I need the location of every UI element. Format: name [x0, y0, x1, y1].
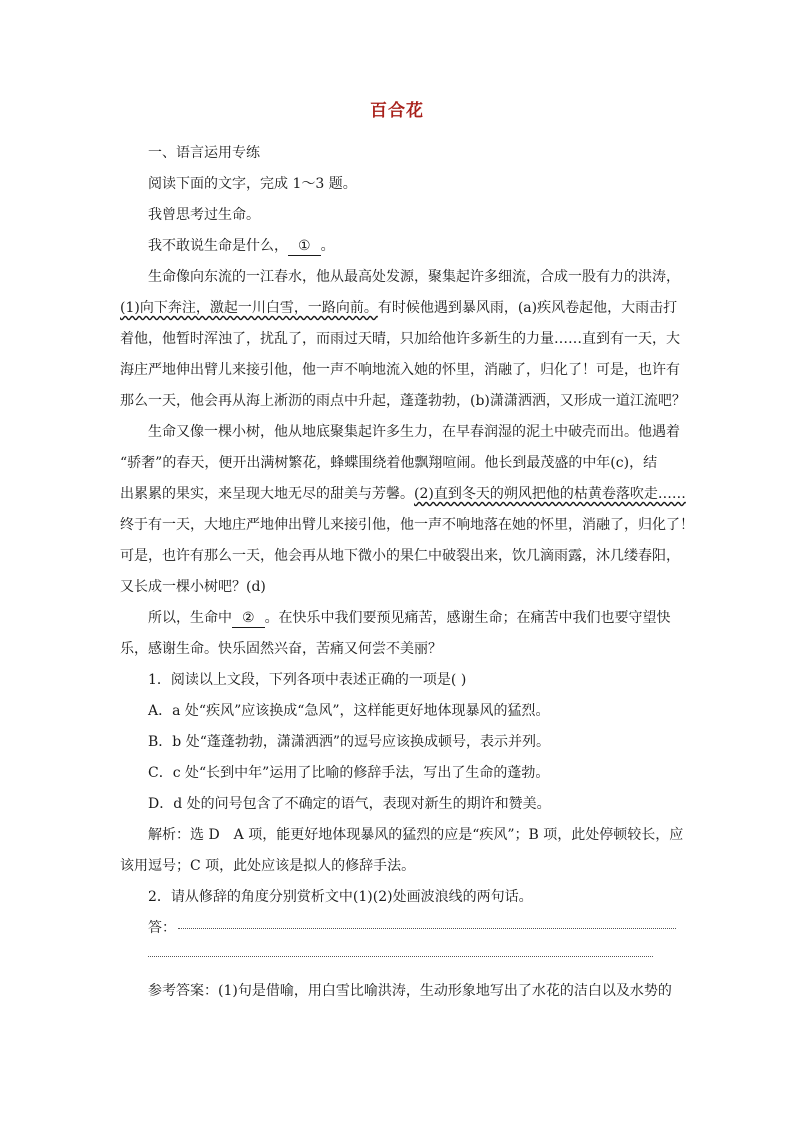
- paragraph-river-l4: 海庄严地伸出臂儿来接引他，他一声不响地流入她的怀里，消融了，归化了！可是，也许有: [120, 362, 680, 378]
- paragraph-tree-l5: 可是，也许有那么一天，他会再从地下微小的果仁中破裂出来，饮几滴雨露，沐几缕春阳，: [120, 548, 680, 564]
- paragraph-conclusion-l1: [120, 603, 676, 634]
- passage-question-line: [120, 231, 676, 262]
- option-b: B．b 处“蓬蓬勃勃，潇潇洒洒”的逗号应该换成顿号，表示并列。: [148, 734, 551, 750]
- paragraph-tree-l3: [120, 479, 686, 510]
- blank-1: ①: [288, 237, 321, 256]
- analysis-l2: 该用逗号；C 项，此处应该是拟人的修辞手法。: [120, 858, 416, 874]
- reading-instruction: 阅读下面的文字，完成 1～3 题。: [148, 176, 357, 192]
- paragraph-tree-l6: 又长成一棵小树吧？(d): [120, 579, 266, 595]
- document-title: 百合花: [370, 101, 424, 121]
- text: 有时候他遇到暴风雨，(a)疾风卷起他，大雨击打: [377, 300, 678, 316]
- analysis-l1: 解析：选 D A 项，能更好地体现暴风的猛烈的应是“疾风”；B 项，此处停顿较长，应: [148, 827, 684, 843]
- text: 所以，生命中: [148, 610, 232, 626]
- option-a: A．a 处“疾风”应该换成“急风”，这样能更好地体现暴风的猛烈。: [148, 703, 550, 719]
- question-1-stem: 1．阅读以上文段，下列各项中表述正确的一项是( ): [148, 672, 467, 688]
- wavy-sentence-1: (1)向下奔注，激起一川白雪，一路向前。: [120, 300, 378, 316]
- paragraph-river-l3: 着他，他暂时浑浊了，扰乱了，而雨过天晴，只加给他许多新生的力量……直到有一天，大: [120, 331, 680, 347]
- paragraph-tree-l2: “骄奢”的春天，便开出满树繁花，蜂蝶围绕着他飘翔喧闹。他长到最茂盛的中年(c)，结: [120, 455, 658, 471]
- option-d: D．d 处的问号包含了不确定的语气，表现对新生的期许和赞美。: [148, 796, 551, 812]
- paragraph-river-l2: [120, 293, 676, 324]
- reference-answer: 参考答案：(1)句是借喻，用白雪比喻洪涛，生动形象地写出了水花的洁白以及水势的: [148, 983, 672, 999]
- paragraph-river-l1: 生命像向东流的一江春水，他从最高处发源，聚集起许多细流，合成一股有力的洪涛，: [148, 269, 680, 285]
- text: 出累累的果实，来呈现大地无尽的甜美与芳馨。: [120, 486, 414, 502]
- paragraph-river-l5: 那么一天，他会再从海上淅沥的雨点中升起，蓬蓬勃勃，(b)潇潇洒洒，又形成一道江流吧？: [120, 393, 686, 409]
- question-2-stem: 2．请从修辞的角度分别赏析文中(1)(2)处画波浪线的两句话。: [148, 889, 533, 905]
- passage-intro: 我曾思考过生命。: [148, 207, 260, 223]
- answer-dotted-line-2: [148, 956, 653, 957]
- paragraph-tree-l4: 终于有一天，大地庄严地伸出臂儿来接引他，他一声不响地落在她的怀里，消融了，归化了！: [120, 517, 694, 533]
- answer-label: 答：: [148, 920, 176, 936]
- document-body: [120, 138, 694, 944]
- option-c: C．c 处“长到中年”运用了比喻的修辞手法，写出了生命的蓬勃。: [148, 765, 550, 781]
- answer-extra-area: [120, 948, 676, 957]
- paragraph-tree-l1: 生命又像一棵小树，他从地底聚集起许多生力，在早春润湿的泥土中破壳而出。他遇着: [148, 424, 680, 440]
- answer-line: [120, 913, 676, 944]
- answer-dotted-line: [178, 928, 676, 929]
- paragraph-conclusion-l2: 乐，感谢生命。快乐固然兴奋，苦痛又何尝不美丽？: [120, 641, 442, 657]
- text: 我不敢说生命是什么，: [148, 238, 288, 254]
- wavy-sentence-2: (2)直到冬天的朔风把他的枯黄卷落吹走……: [414, 486, 686, 502]
- section-heading: 一、语言运用专练: [148, 145, 260, 161]
- reference-answer-block: [120, 976, 676, 1007]
- text: 。在快乐中我们要预见痛苦，感谢生命；在痛苦中我们也要守望快: [264, 610, 671, 626]
- blank-2: ②: [232, 609, 265, 628]
- text: 。: [320, 238, 335, 254]
